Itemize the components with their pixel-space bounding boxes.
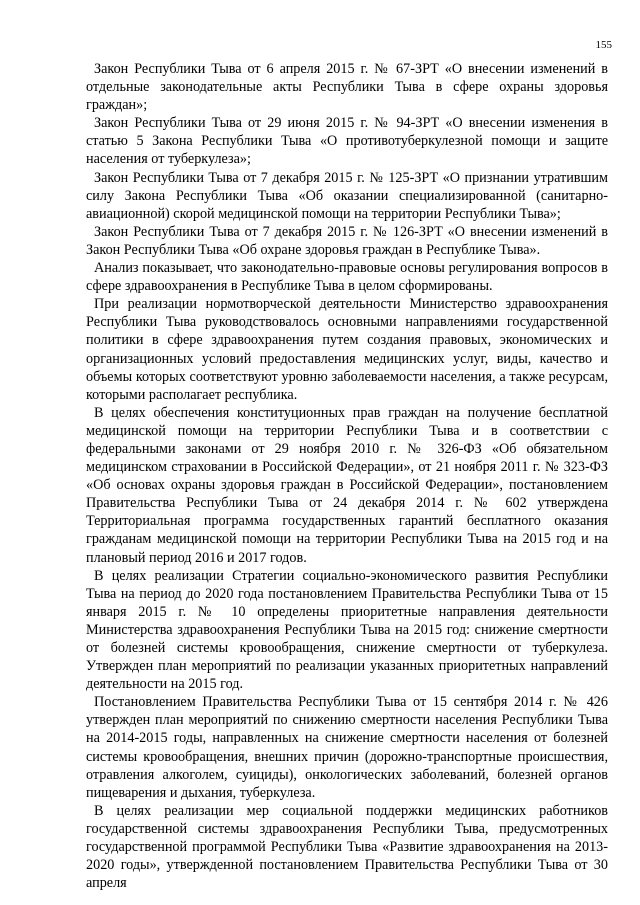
page-body bbox=[86, 60, 608, 892]
paragraph-law-67-zrt: Закон Республики Тыва от 6 апреля 2015 г. № 67-ЗРТ «О внесении изменений в отдельные законодательные акты Республики Тыва в сфере охраны здоровья граждан»; bbox=[86, 61, 608, 114]
page-number: 155 bbox=[595, 39, 612, 51]
paragraph-strategy-2020: В целях реализации Стратегии социально-экономического развития Республики Тыва на период до 2020 года постановлением Правительства Республики Тыва от 15 января 2015 г. № 10 определены приоритетные направления деятельности Министерства здравоохранения Республики Тыва на 2015 год: снижение смертности от болезней системы кровообращения, снижение смертности от туберкулеза. Утвержден план мероприятий по реализации указанных приоритетных направлений деятельности на 2015 год. bbox=[86, 567, 608, 693]
paragraph-constitutional-rights: В целях обеспечения конституционных прав граждан на получение бесплатной медицинской помощи на территории Республики Тыва и в соответствии с федеральными законами от 29 ноября 2010 г. № 326-ФЗ «Об обязательном медицинском страховании в Российской Федерации», от 21 ноября 2011 г. № 323-ФЗ «Об основах охраны здоровья граждан в Российской Федерации», постановлением Правительства Республики Тыва от 24 декабря 2014 г. № 602 утверждена Территориальная программа государственных гарантий бесплатного оказания гражданам медицинской помощи на территории Республики Тыва на 2015 год и на плановый период 2016 и 2017 годов. bbox=[86, 404, 608, 566]
paragraph-ministry-activity: При реализации нормотворческой деятельности Министерство здравоохранения Республики Тыва руководствовалось основными направлениями государственной политики в сфере здравоохранения путем создания правовых, экономических и организационных условий предоставления медицинских услуг, виды, качество и объемы которых соответствуют уровню заболеваемости населения, а также ресурсам, которыми располагает республика. bbox=[86, 296, 608, 403]
paragraph-law-94-zrt: Закон Республики Тыва от 29 июня 2015 г. № 94-ЗРТ «О внесении изменения в статью 5 Закона Республики Тыва «О противотуберкулезной помощи и защите населения от туберкулеза»; bbox=[86, 115, 608, 168]
paragraph-law-126-zrt: Закон Республики Тыва от 7 декабря 2015 г. № 126-ЗРТ «О внесении изменений в Закон Республики Тыва «Об охране здоровья граждан в Республике Тыва». bbox=[86, 223, 608, 258]
paragraph-law-125-zrt: Закон Республики Тыва от 7 декабря 2015 г. № 125-ЗРТ «О признании утратившим силу Закона Республики Тыва «Об оказании специализированной (санитарно-авиационной) скорой медицинской помощи на территории Республики Тыва»; bbox=[86, 169, 608, 222]
paragraph-social-support: В целях реализации мер социальной поддержки медицинских работников государственной системы здравоохранения Республики Тыва, предусмотренных государственной программой Республики Тыва «Развитие здравоохранения на 2013-2020 годы», утвержденной постановлением Правительства Республики Тыва от 30 апреля bbox=[86, 802, 608, 892]
paragraph-mortality-plan: Постановлением Правительства Республики Тыва от 15 сентября 2014 г. № 426 утвержден план мероприятий по снижению смертности населения Республики Тыва на 2014-2015 годы, направленных на снижение смертности населения от болезней системы кровообращения, внешних причин (дорожно-транспортные происшествия, отравления алкоголем, суициды), онкологических заболеваний, болезней органов пищеварения и дыхания, туберкулеза. bbox=[86, 694, 608, 801]
paragraph-analysis: Анализ показывает, что законодательно-правовые основы регулирования вопросов в сфере здравоохранения в Республике Тыва в целом сформированы. bbox=[86, 260, 608, 295]
